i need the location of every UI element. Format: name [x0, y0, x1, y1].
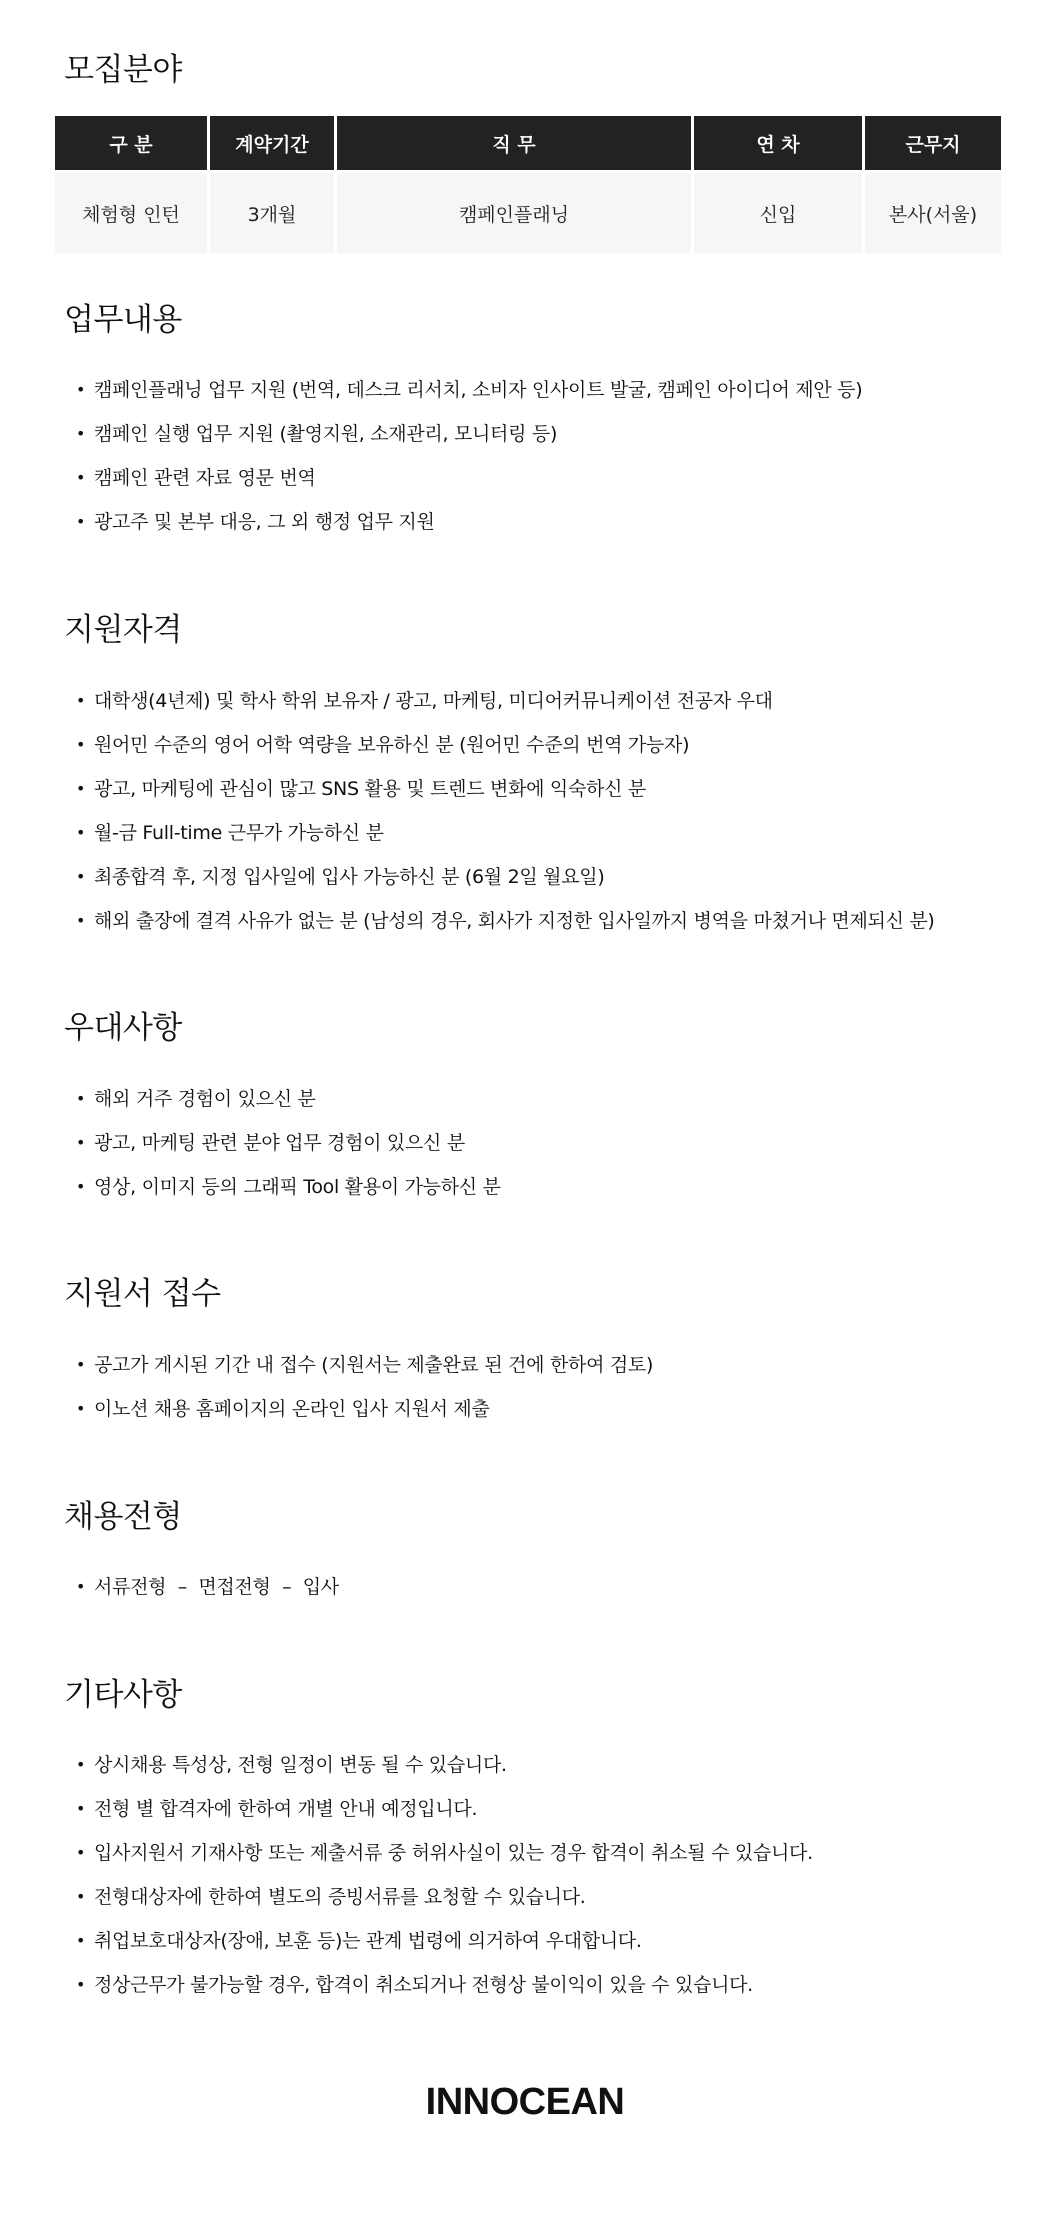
list-item: • 전형 별 합격자에 한하여 개별 안내 예정입니다.	[76, 1797, 1016, 1841]
list-item: • 광고, 마케팅 관련 분야 업무 경험이 있으신 분	[76, 1131, 1016, 1175]
table-header-category: 구 분	[55, 116, 210, 170]
list-item: • 캠페인플래닝 업무 지원 (번역, 데스크 리서치, 소비자 인사이트 발굴, 캠페인 아이디어 제안 등)	[76, 378, 1016, 422]
list-item: • 서류전형 – 면접전형 – 입사	[76, 1575, 1016, 1619]
etc-list	[76, 1753, 1016, 2017]
list-item: • 캠페인 실행 업무 지원 (촬영지원, 소재관리, 모니터링 등)	[76, 422, 1016, 466]
list-item: • 월-금 Full-time 근무가 가능하신 분	[76, 821, 1016, 865]
list-item: • 광고, 마케팅에 관심이 많고 SNS 활용 및 트렌드 변화에 익숙하신 분	[76, 777, 1016, 821]
table-cell-category: 체험형 인턴	[55, 170, 210, 253]
list-item: • 광고주 및 본부 대응, 그 외 행정 업무 지원	[76, 510, 1016, 554]
section-title-process: 채용전형	[64, 1499, 182, 1535]
list-item: • 전형대상자에 한하여 별도의 증빙서류를 요청할 수 있습니다.	[76, 1885, 1016, 1929]
table-cell-contract-period: 3개월	[210, 170, 337, 253]
innocean-logo: INNOCEAN	[425, 2081, 625, 2123]
list-item: • 해외 거주 경험이 있으신 분	[76, 1087, 1016, 1131]
qualifications-list	[76, 689, 1016, 953]
list-item: • 대학생(4년제) 및 학사 학위 보유자 / 광고, 마케팅, 미디어커뮤니케이션 전공자 우대	[76, 689, 1016, 733]
table-cell-location: 본사(서울)	[865, 170, 1001, 253]
section-title-application: 지원서 접수	[64, 1276, 221, 1312]
process-list	[76, 1575, 1016, 1619]
list-item: • 입사지원서 기재사항 또는 제출서류 중 허위사실이 있는 경우 합격이 취소될 수 있습니다.	[76, 1841, 1016, 1885]
table-cell-job: 캠페인플래닝	[337, 170, 694, 253]
application-list	[76, 1353, 1016, 1441]
list-item: • 취업보호대상자(장애, 보훈 등)는 관계 법령에 의거하여 우대합니다.	[76, 1929, 1016, 1973]
list-item: • 캠페인 관련 자료 영문 번역	[76, 466, 1016, 510]
list-item: • 이노션 채용 홈페이지의 온라인 입사 지원서 제출	[76, 1397, 1016, 1441]
list-item: • 최종합격 후, 지정 입사일에 입사 가능하신 분 (6월 2일 월요일)	[76, 865, 1016, 909]
list-item: • 영상, 이미지 등의 그래픽 Tool 활용이 가능하신 분	[76, 1175, 1016, 1219]
section-title-qualifications: 지원자격	[64, 612, 182, 648]
section-title-recruit-field: 모집분야	[64, 52, 182, 88]
table-header-contract-period: 계약기간	[210, 116, 337, 170]
section-title-etc: 기타사항	[64, 1677, 182, 1713]
list-item: • 공고가 게시된 기간 내 접수 (지원서는 제출완료 된 건에 한하여 검토)	[76, 1353, 1016, 1397]
list-item: • 정상근무가 불가능할 경우, 합격이 취소되거나 전형상 불이익이 있을 수 있습니다.	[76, 1973, 1016, 2017]
table-row	[55, 170, 1001, 253]
section-title-duties: 업무내용	[64, 302, 182, 338]
section-title-preferences: 우대사항	[64, 1010, 182, 1046]
recruit-table	[55, 116, 1001, 253]
list-item: • 해외 출장에 결격 사유가 없는 분 (남성의 경우, 회사가 지정한 입사일까지 병역을 마쳤거나 면제되신 분)	[76, 909, 1016, 953]
table-cell-experience: 신입	[694, 170, 865, 253]
list-item: • 상시채용 특성상, 전형 일정이 변동 될 수 있습니다.	[76, 1753, 1016, 1797]
duties-list	[76, 378, 1016, 554]
preferences-list	[76, 1087, 1016, 1219]
table-header-row	[55, 116, 1001, 170]
list-item: • 원어민 수준의 영어 어학 역량을 보유하신 분 (원어민 수준의 번역 가능자)	[76, 733, 1016, 777]
table-header-location: 근무지	[865, 116, 1001, 170]
table-header-experience: 연 차	[694, 116, 865, 170]
table-header-job: 직 무	[337, 116, 694, 170]
